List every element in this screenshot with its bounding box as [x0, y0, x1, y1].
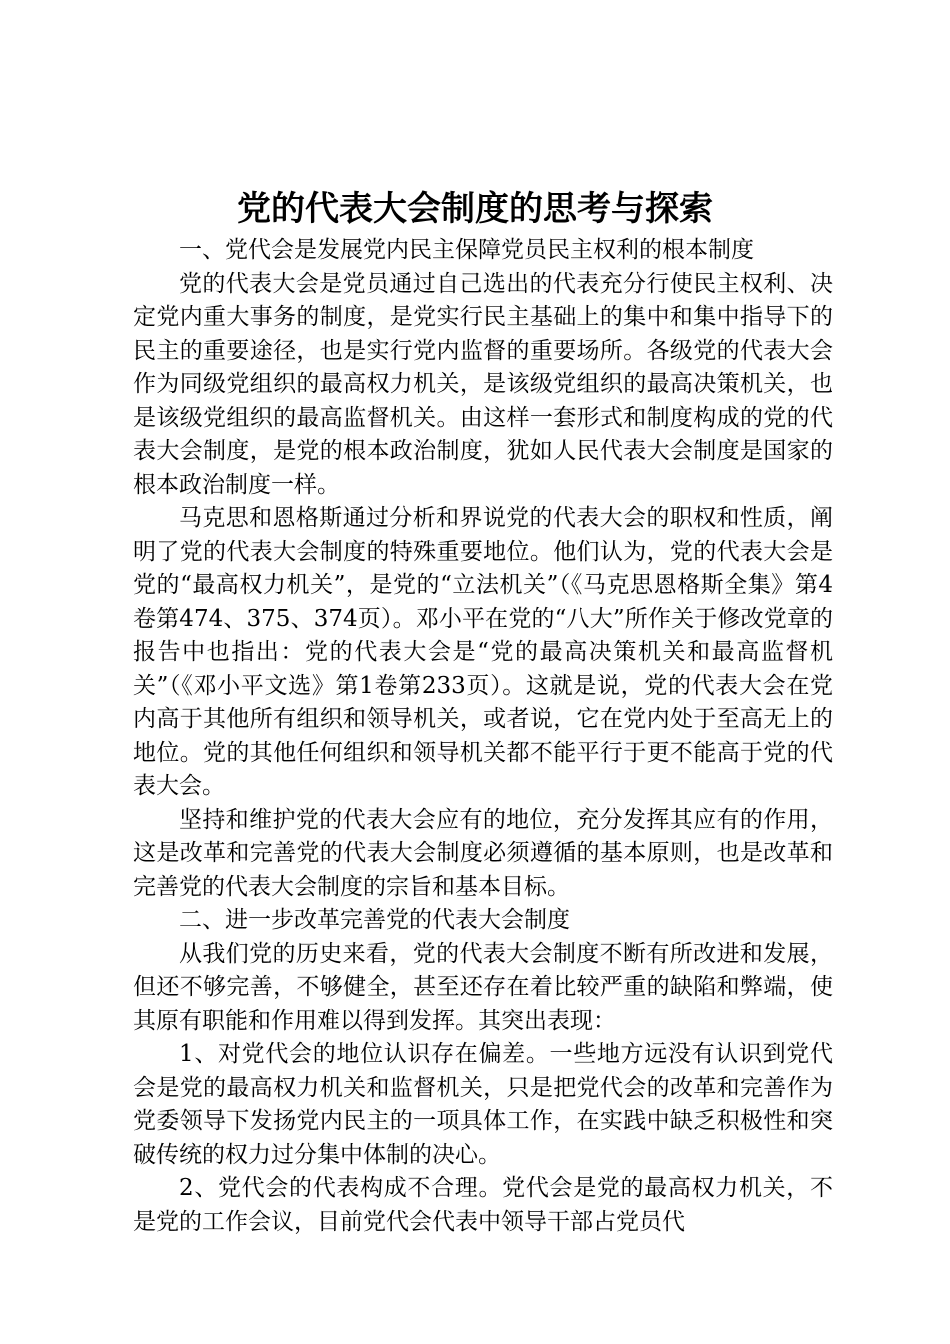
body-paragraph: 从我们党的历史来看，党的代表大会制度不断有所改进和发展，但还不够完善，不够健全，甚至还存在着比较严重的缺陷和弊端，使其原有职能和作用难以得到发挥。其突出表现： — [133, 940, 833, 1034]
list-item-2: 2、党代会的代表构成不合理。党代会是党的最高权力机关，不是党的工作会议，目前党代会代表中领导干部占党员代 — [133, 1175, 833, 1235]
body-paragraph: 马克思和恩格斯通过分析和界说党的代表大会的职权和性质，阐明了党的代表大会制度的特殊重要地位。他们认为，党的代表大会是党的“最高权力机关”，是党的“立法机关”（《马克思恩格斯全集》第4卷第474、375、374页）。邓小平在党的“八大”所作关于修改党章的报告中也指出：党的代表大会是“党的最高决策机关和最高监督机关”（《邓小平文选》第1卷第233页）。这就是说，党的代表大会在党内高于其他所有组织和领导机关，或者说，它在党内处于至高无上的地位。党的其他任何组织和领导机关都不能平行于更不能高于党的代表大会。 — [133, 505, 833, 799]
body-paragraph: 党的代表大会是党员通过自己选出的代表充分行使民主权利、决定党内重大事务的制度，是党实行民主基础上的集中和集中指导下的民主的重要途径，也是实行党内监督的重要场所。各级党的代表大会作为同级党组织的最高权力机关，是该级党组织的最高决策机关，也是该级党组织的最高监督机关。由这样一套形式和制度构成的党的代表大会制度，是党的根本政治制度，犹如人民代表大会制度是国家的根本政治制度一样。 — [133, 270, 833, 498]
section-heading-1: 一、党代会是发展党内民主保障党员民主权利的根本制度 — [179, 237, 754, 263]
body-paragraph: 坚持和维护党的代表大会应有的地位，充分发挥其应有的作用，这是改革和完善党的代表大会制度必须遵循的基本原则，也是改革和完善党的代表大会制度的宗旨和基本目标。 — [133, 806, 833, 900]
document-body — [133, 234, 833, 1239]
list-item-1: 1、对党代会的地位认识存在偏差。一些地方远没有认识到党代会是党的最高权力机关和监督机关，只是把党代会的改革和完善作为党委领导下发扬党内民主的一项具体工作，在实践中缺乏积极性和突破传统的权力过分集中体制的决心。 — [133, 1041, 833, 1168]
document-title: 党的代表大会制度的思考与探索 — [237, 189, 713, 229]
section-heading-2: 二、进一步改革完善党的代表大会制度 — [179, 907, 570, 933]
